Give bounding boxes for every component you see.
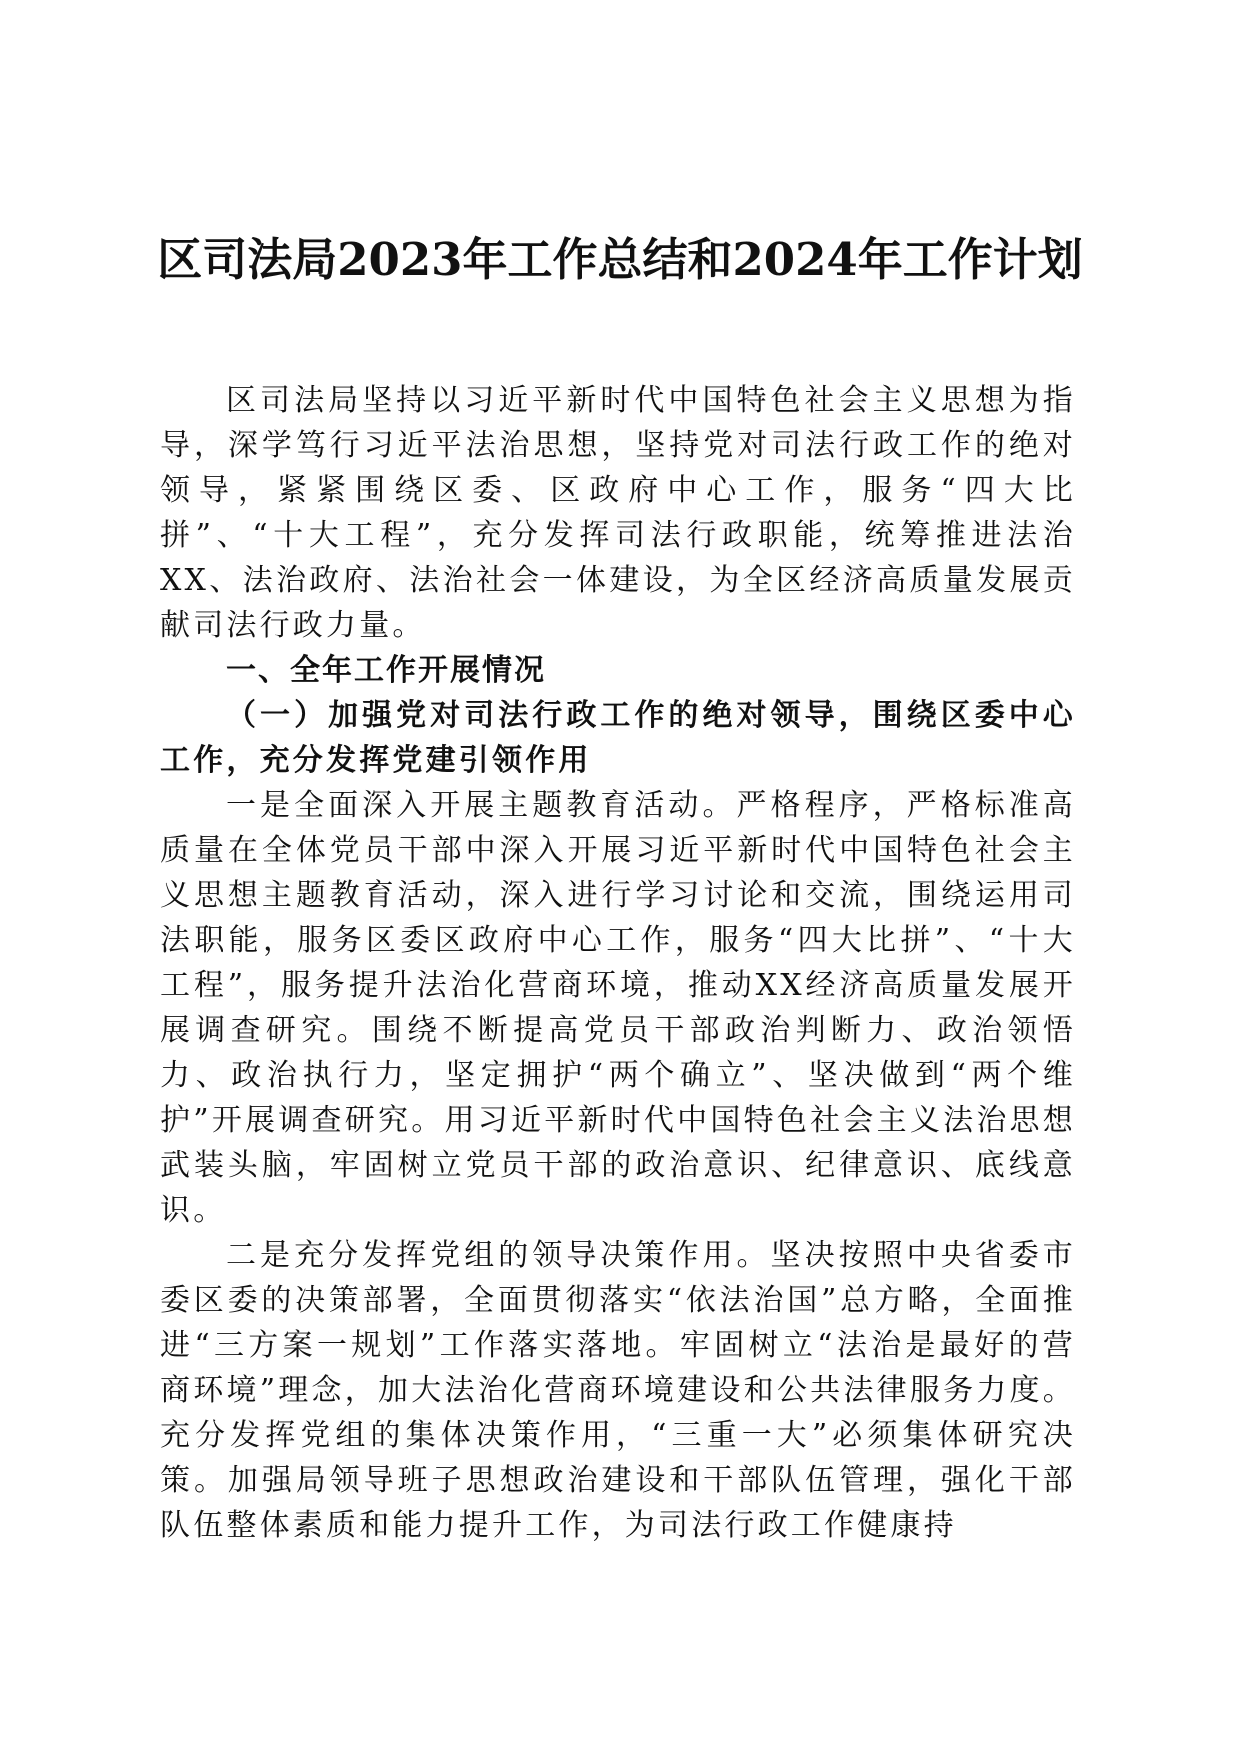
subsection-heading: （一）加强党对司法行政工作的绝对领导，围绕区委中心工作，充分发挥党建引领作用: [160, 698, 1076, 778]
document-title: 区司法局2023年工作总结和2024年工作计划: [157, 233, 1083, 286]
intro-paragraph: 区司法局坚持以习近平新时代中国特色社会主义思想为指导，深学笃行习近平法治思想，坚持党对司法行政工作的绝对领导，紧紧围绕区委、区政府中心工作，服务“四大比拼”、“十大工程”，充分发挥司法行政职能，统筹推进法治XX、法治政府、法治社会一体建设，为全区经济高质量发展贡献司法行政力量。: [160, 383, 1076, 643]
document-body: [160, 378, 1076, 1548]
body-paragraph-1: 一是全面深入开展主题教育活动。严格程序，严格标准高质量在全体党员干部中深入开展习近平新时代中国特色社会主义思想主题教育活动，深入进行学习讨论和交流，围绕运用司法职能，服务区委区政府中心工作，服务“四大比拼”、“十大工程”，服务提升法治化营商环境，推动XX经济高质量发展开展调查研究。围绕不断提高党员干部政治判断力、政治领悟力、政治执行力，坚定拥护“两个确立”、坚决做到“两个维护”开展调查研究。用习近平新时代中国特色社会主义法治思想武装头脑，牢固树立党员干部的政治意识、纪律意识、底线意识。: [160, 788, 1076, 1228]
body-paragraph-2: 二是充分发挥党组的领导决策作用。坚决按照中央省委市委区委的决策部署，全面贯彻落实“依法治国”总方略，全面推进“三方案一规划”工作落实落地。牢固树立“法治是最好的营商环境”理念，加大法治化营商环境建设和公共法律服务力度。充分发挥党组的集体决策作用，“三重一大”必须集体研究决策。加强局领导班子思想政治建设和干部队伍管理，强化干部队伍整体素质和能力提升工作，为司法行政工作健康持: [160, 1238, 1076, 1543]
section-heading: 一、全年工作开展情况: [226, 653, 546, 688]
